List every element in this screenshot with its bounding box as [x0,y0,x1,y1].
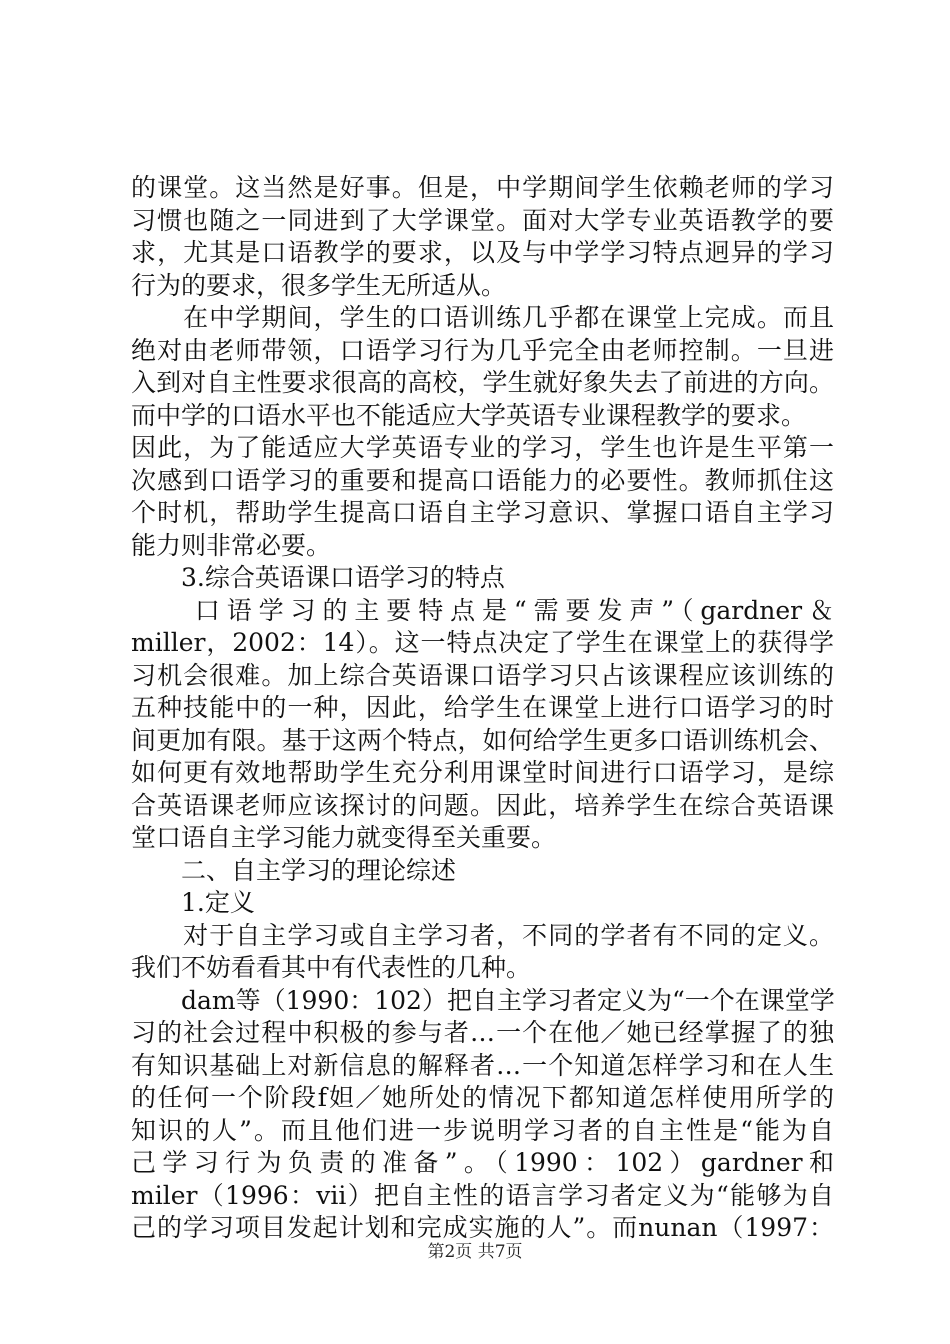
text-line: miller，2002：14）。这一特点决定了学生在课堂上的获得学 [131,628,834,657]
text-line: 口语学习的主要特点是“需要发声”（gardner＆ [131,595,834,625]
text-line: 如何更有效地帮助学生充分利用课堂时间进行口语学习，是综 [131,758,834,787]
text-line: 而中学的口语水平也不能适应大学英语专业课程教学的要求。 [131,400,807,430]
text-line: 习机会很难。加上综合英语课口语学习只占该课程应该训练的 [131,660,834,690]
text-line: 堂口语自主学习能力就变得至关重要。 [131,823,557,852]
text-line: 习惯也随之一同进到了大学课堂。面对大学专业英语教学的要 [131,205,834,235]
text-line: 习的社会过程中积极的参与者…一个在他／她已经掌握了的独 [131,1018,834,1047]
text-line: 的课堂。这当然是好事。但是，中学期间学生依赖老师的学习 [131,173,834,202]
text-line: 因此，为了能适应大学英语专业的学习，学生也许是生平第一 [131,433,834,462]
text-line: 五种技能中的一种，因此，给学生在课堂上进行口语学习的时 [131,693,834,722]
text-line: 的任何一个阶段f妲／她所处的情况下都知道怎样使用所学的 [131,1083,834,1112]
section-heading: 二、自主学习的理论综述 [131,855,457,885]
text-line: 求，尤其是口语教学的要求，以及与中学学习特点迥异的学习 [131,238,834,267]
subsection-heading: 1.定义 [131,888,255,917]
text-line: miler（1996：vii）把自主性的语言学习者定义为“能够为自 [131,1180,834,1210]
page-number: 第2页 共7页 [427,1242,523,1262]
text-line: 个时机，帮助学生提高口语自主学习意识、掌握口语自主学习 [131,498,834,527]
text-line: 有知识基础上对新信息的解释者…一个知道怎样学习和在人生 [131,1050,834,1080]
text-line: 绝对由老师带领，口语学习行为几乎完全由老师控制。一旦进 [131,335,834,365]
section-heading: 3.综合英语课口语学习的特点 [131,563,505,592]
text-line: 己的学习项目发起计划和完成实施的人”。而nunan（1997： [131,1213,834,1242]
text-line: 己学习行为负责的准备”。（1990：102）gardner和 [131,1148,834,1177]
text-line: 在中学期间，学生的口语训练几乎都在课堂上完成。而且 [131,303,834,332]
body-text [131,172,834,1245]
text-line: 能力则非常必要。 [131,530,332,560]
text-line: 入到对自主性要求很高的高校，学生就好象失去了前进的方向。 [131,368,834,397]
text-line: 合英语课老师应该探讨的问题。因此，培养学生在综合英语课 [131,790,834,820]
text-line: 次感到口语学习的重要和提高口语能力的必要性。教师抓住这 [131,465,834,495]
text-line: 知识的人”。而且他们进一步说明学习者的自主性是“能为自 [131,1115,834,1145]
text-line: 我们不妨看看其中有代表性的几种。 [131,953,532,982]
text-line: dam等（1990：102）把自主学习者定义为“一个在课堂学 [131,985,835,1015]
text-line: 行为的要求，很多学生无所适从。 [131,270,507,300]
text-line: 对于自主学习或自主学习者，不同的学者有不同的定义。 [131,920,834,950]
text-line: 间更加有限。基于这两个特点，如何给学生更多口语训练机会、 [131,725,834,755]
